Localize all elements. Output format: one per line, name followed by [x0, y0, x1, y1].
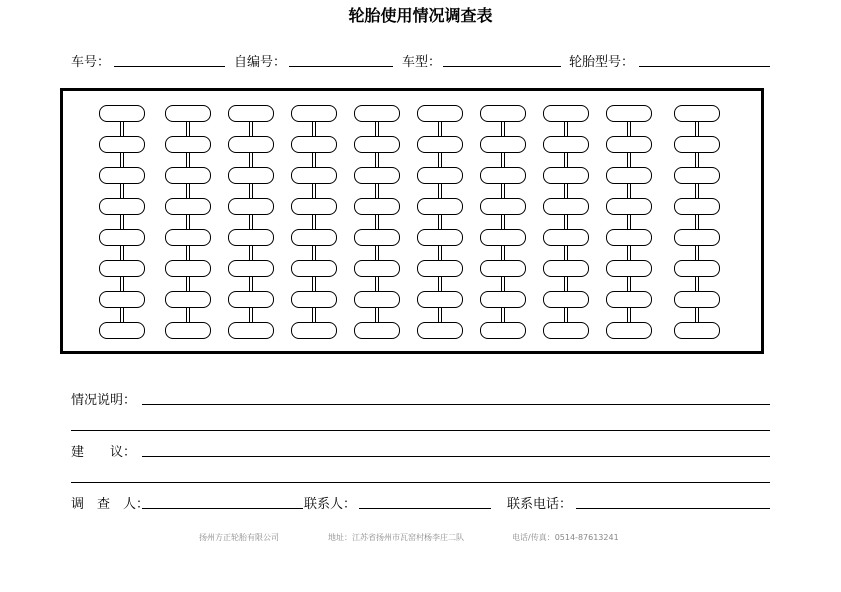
- axle-column: [606, 105, 652, 341]
- tire-slot[interactable]: [165, 105, 211, 122]
- tire-slot[interactable]: [165, 167, 211, 184]
- tire-slot[interactable]: [674, 291, 720, 308]
- axle-column: [99, 105, 145, 341]
- tire-slot[interactable]: [417, 229, 463, 246]
- tire-slot[interactable]: [354, 198, 400, 215]
- tire-slot[interactable]: [417, 260, 463, 277]
- tire-slot[interactable]: [228, 291, 274, 308]
- tire-slot[interactable]: [99, 322, 145, 339]
- tire-slot[interactable]: [417, 105, 463, 122]
- tire-slot[interactable]: [165, 198, 211, 215]
- axle-column: [291, 105, 337, 341]
- tire-slot[interactable]: [228, 198, 274, 215]
- tire-slot[interactable]: [674, 260, 720, 277]
- tire-slot[interactable]: [674, 322, 720, 339]
- tire-slot[interactable]: [291, 198, 337, 215]
- tire-slot[interactable]: [606, 260, 652, 277]
- tire-slot[interactable]: [99, 105, 145, 122]
- tire-slot[interactable]: [291, 105, 337, 122]
- tire-slot[interactable]: [480, 136, 526, 153]
- tire-slot[interactable]: [606, 167, 652, 184]
- tire-slot[interactable]: [480, 322, 526, 339]
- tire-slot[interactable]: [480, 229, 526, 246]
- tire-slot[interactable]: [674, 229, 720, 246]
- tire-slot[interactable]: [165, 260, 211, 277]
- tire-slot[interactable]: [606, 291, 652, 308]
- tire-model-field[interactable]: [639, 66, 770, 67]
- tire-slot[interactable]: [291, 291, 337, 308]
- vehicle-no-field[interactable]: [114, 66, 225, 67]
- tire-slot[interactable]: [417, 322, 463, 339]
- tire-slot[interactable]: [417, 291, 463, 308]
- suggestion-label: 建 议：: [71, 445, 137, 460]
- self-no-field[interactable]: [289, 66, 393, 67]
- tire-slot[interactable]: [480, 260, 526, 277]
- investigator-field[interactable]: [142, 508, 303, 509]
- tire-slot[interactable]: [291, 136, 337, 153]
- tire-slot[interactable]: [291, 322, 337, 339]
- tire-slot[interactable]: [99, 260, 145, 277]
- tire-slot[interactable]: [228, 229, 274, 246]
- phone-field[interactable]: [576, 508, 770, 509]
- tire-slot[interactable]: [674, 136, 720, 153]
- tire-slot[interactable]: [606, 136, 652, 153]
- tire-slot[interactable]: [417, 198, 463, 215]
- tire-slot[interactable]: [291, 229, 337, 246]
- tire-slot[interactable]: [543, 229, 589, 246]
- axle-column: [165, 105, 211, 341]
- tire-slot[interactable]: [291, 260, 337, 277]
- tire-slot[interactable]: [543, 105, 589, 122]
- situation-field-line-2[interactable]: [71, 430, 770, 431]
- situation-label: 情况说明：: [71, 393, 137, 408]
- tire-slot[interactable]: [228, 260, 274, 277]
- tire-model-label: 轮胎型号：: [569, 55, 635, 70]
- contact-field[interactable]: [359, 508, 491, 509]
- tire-slot[interactable]: [480, 291, 526, 308]
- page-title: 轮胎使用情况调查表: [348, 6, 493, 25]
- investigator-label: 调 查 人：: [71, 497, 150, 512]
- suggestion-field-line-2[interactable]: [71, 482, 770, 483]
- axle-column: [674, 105, 720, 341]
- tire-slot[interactable]: [291, 167, 337, 184]
- tire-slot[interactable]: [99, 229, 145, 246]
- axle-column: [417, 105, 463, 341]
- axle-column: [228, 105, 274, 341]
- tire-slot[interactable]: [543, 322, 589, 339]
- tire-slot[interactable]: [606, 198, 652, 215]
- phone-label: 联系电话：: [507, 497, 573, 512]
- tire-slot[interactable]: [228, 322, 274, 339]
- tire-slot[interactable]: [417, 167, 463, 184]
- tire-slot[interactable]: [543, 198, 589, 215]
- footer-phone: 电话/传真：0514-87613241: [512, 533, 619, 542]
- tire-slot[interactable]: [480, 105, 526, 122]
- tire-slot[interactable]: [165, 291, 211, 308]
- tire-slot[interactable]: [354, 229, 400, 246]
- tire-slot[interactable]: [674, 198, 720, 215]
- situation-field[interactable]: [142, 404, 770, 405]
- tire-slot[interactable]: [606, 322, 652, 339]
- tire-slot[interactable]: [228, 167, 274, 184]
- footer-company: 扬州方正轮胎有限公司: [199, 533, 279, 542]
- tire-slot[interactable]: [480, 198, 526, 215]
- tire-slot[interactable]: [165, 136, 211, 153]
- tire-slot[interactable]: [354, 167, 400, 184]
- suggestion-field[interactable]: [142, 456, 770, 457]
- tire-slot[interactable]: [354, 260, 400, 277]
- tire-slot[interactable]: [228, 136, 274, 153]
- tire-slot[interactable]: [480, 167, 526, 184]
- tire-slot[interactable]: [606, 229, 652, 246]
- tire-slot[interactable]: [99, 136, 145, 153]
- tire-slot[interactable]: [228, 105, 274, 122]
- vehicle-type-field[interactable]: [443, 66, 561, 67]
- tire-slot[interactable]: [606, 105, 652, 122]
- tire-slot[interactable]: [543, 260, 589, 277]
- axle-column: [543, 105, 589, 341]
- tire-slot[interactable]: [417, 136, 463, 153]
- tire-slot[interactable]: [354, 136, 400, 153]
- contact-label: 联系人：: [304, 497, 357, 512]
- tire-slot[interactable]: [165, 322, 211, 339]
- tire-slot[interactable]: [354, 322, 400, 339]
- footer-address: 地址：江苏省扬州市瓦窑村杨李庄二队: [328, 533, 464, 542]
- tire-slot[interactable]: [354, 105, 400, 122]
- tire-slot[interactable]: [543, 291, 589, 308]
- tire-slot[interactable]: [354, 291, 400, 308]
- tire-slot[interactable]: [543, 167, 589, 184]
- vehicle-no-label: 车号：: [71, 55, 111, 70]
- tire-slot[interactable]: [674, 167, 720, 184]
- vehicle-type-label: 车型：: [402, 55, 442, 70]
- axle-column: [354, 105, 400, 341]
- tire-slot[interactable]: [99, 167, 145, 184]
- tire-slot[interactable]: [99, 291, 145, 308]
- axle-column: [480, 105, 526, 341]
- tire-slot[interactable]: [99, 198, 145, 215]
- tire-slot[interactable]: [674, 105, 720, 122]
- tire-slot[interactable]: [543, 136, 589, 153]
- self-no-label: 自编号：: [234, 55, 287, 70]
- tire-slot[interactable]: [165, 229, 211, 246]
